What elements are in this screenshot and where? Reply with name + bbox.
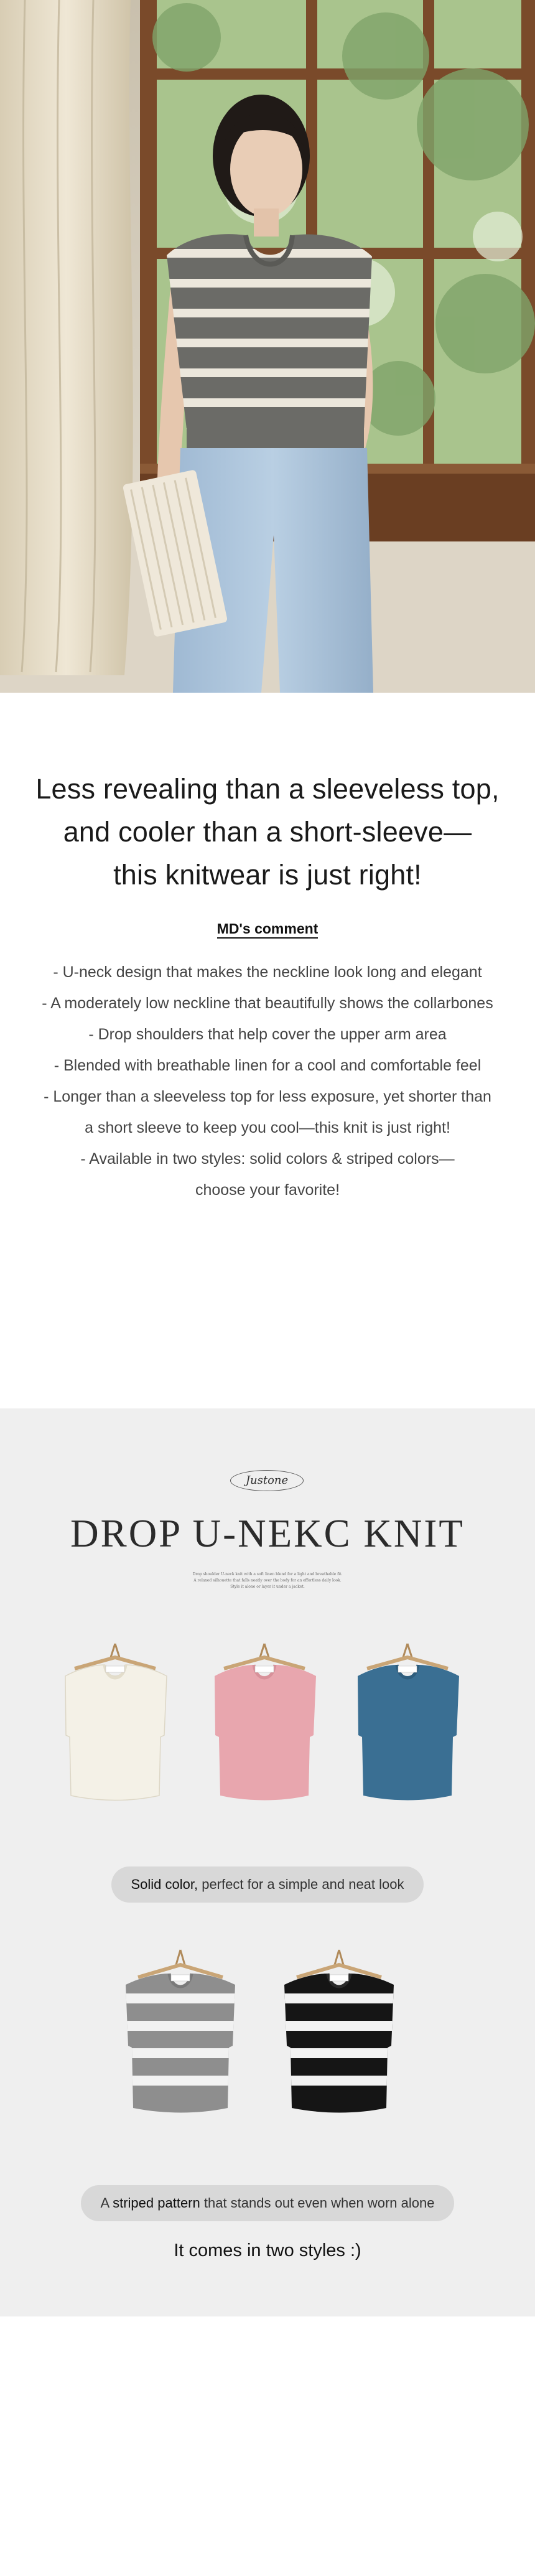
grey-fill bbox=[112, 1945, 249, 2119]
brand-logo: Justone bbox=[230, 1470, 304, 1491]
stripe-emphasis: striped pattern bbox=[113, 2195, 200, 2211]
stripe-text: that stands out even when worn alone bbox=[200, 2195, 435, 2211]
closing-line: It comes in two styles :) bbox=[174, 2241, 361, 2260]
headline-line: and cooler than a short-sleeve— bbox=[63, 816, 472, 848]
solid-pink-knit bbox=[199, 1639, 330, 1807]
stripe-grey-knit bbox=[112, 1945, 249, 2119]
black-fill bbox=[271, 1945, 407, 2119]
md-comment-line: - U-neck design that makes the neckline look long and elegant bbox=[53, 963, 482, 981]
md-comment-line: - Available in two styles: solid colors & striped colors— bbox=[80, 1150, 455, 1168]
stripe-black-knit bbox=[271, 1945, 407, 2119]
md-comment-title: MD's comment bbox=[0, 920, 535, 937]
headline-line: this knitwear is just right! bbox=[113, 859, 422, 891]
product-board bbox=[0, 1408, 535, 2316]
ivory-fill bbox=[65, 1665, 167, 1801]
solid-color-text: perfect for a simple and neat look bbox=[198, 1876, 404, 1892]
md-comment-line: - A moderately low neckline that beautifully shows the collarbones bbox=[42, 995, 493, 1012]
md-comment-line: - Drop shoulders that help cover the upper arm area bbox=[88, 1026, 447, 1043]
md-comment-list bbox=[0, 957, 535, 1206]
blue-fill bbox=[358, 1665, 459, 1801]
headline-line: Less revealing than a sleeveless top, bbox=[35, 773, 500, 805]
md-comment-line: a short sleeve to keep you cool—this knit is just right! bbox=[85, 1119, 450, 1136]
solid-blue-knit bbox=[342, 1639, 473, 1807]
product-fine-print: Drop shoulder U-neck knit with a soft linen blend for a light and breathable fit. A relaxed silhouette that falls neatly over the body for an effortless daily look. Style it alone or layer it under a jacket. bbox=[192, 1572, 343, 1589]
stripe-pattern-caption bbox=[81, 2185, 454, 2221]
solid-color-caption bbox=[111, 1866, 424, 1903]
pink-fill bbox=[215, 1665, 316, 1801]
stripe-prefix: A bbox=[100, 2195, 113, 2211]
hero-illustration bbox=[0, 0, 535, 693]
intro-section bbox=[0, 693, 535, 1408]
solid-color-emphasis: Solid color, bbox=[131, 1876, 198, 1892]
product-title: DROP U-NEKC KNIT bbox=[70, 1512, 465, 1555]
solid-ivory-knit bbox=[50, 1639, 180, 1807]
md-comment-line: - Longer than a sleeveless top for less exposure, yet shorter than bbox=[44, 1088, 491, 1105]
md-comment-line: - Blended with breathable linen for a cool and comfortable feel bbox=[54, 1057, 482, 1074]
hero-photo bbox=[0, 0, 535, 693]
bottom-whitespace bbox=[0, 2316, 535, 2576]
headline bbox=[0, 767, 535, 896]
md-comment-line: choose your favorite! bbox=[195, 1181, 340, 1199]
